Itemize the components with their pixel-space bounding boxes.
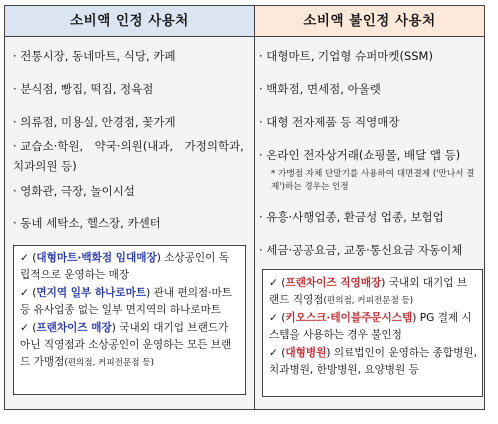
list-item: · 대형 전자제품 등 직영매장: [259, 115, 400, 129]
criteria-item: ✓ (대형병원) 의료법인이 운영하는 종합병원, 치과병원, 한방병원, 요양병원 등: [269, 347, 477, 376]
accepted-header: 소비액 인정 사용처: [5, 6, 254, 37]
criteria-item: ✓ (프랜차이즈 매장) 국내외 대기업 브랜드가 아닌 직영점과 소상공인이 운영하는 모든 브랜드 가맹점(편의점, 커피전문점 등): [20, 322, 232, 368]
highlight-text: 프랜차이즈 매장: [36, 322, 112, 334]
highlight-text: 대형병원: [285, 347, 327, 359]
check-icon: ✓: [269, 347, 278, 359]
criteria-item: ✓ (대형마트·백화점 임대매장) 소상공인이 독립적으로 운영하는 매장: [20, 252, 229, 281]
check-icon: ✓: [269, 277, 278, 289]
highlight-text: 면지역 일부 하나로마트: [36, 287, 147, 299]
list-item: · 유흥·사행업종, 환금성 업종, 보험업: [259, 210, 444, 224]
highlight-text: 키오스크·테이블주문시스템: [285, 312, 413, 324]
list-item: · 의류점, 미용실, 안경점, 꽃가게: [13, 115, 176, 129]
accepted-column: [5, 6, 255, 409]
comparison-table: [4, 5, 485, 410]
not-accepted-column: [255, 6, 484, 409]
note-text: * 가맹점 자체 단말기를 사용하여 대면결제 ('만나서 결제')하는 경우는 인정: [271, 169, 475, 192]
criteria-item: ✓ (키오스크·테이블주문시스템) PG 결제 시스템을 사용하는 경우 불인정: [269, 312, 472, 341]
check-icon: ✓: [20, 287, 29, 299]
check-icon: ✓: [269, 312, 278, 324]
not-accepted-criteria-box: [262, 269, 483, 397]
check-icon: ✓: [20, 252, 29, 264]
not-accepted-header: 소비액 불인정 사용처: [255, 6, 484, 37]
list-item: · 교습소·학원, 약국·의원(내과, 가정의학과, 치과의원 등): [13, 139, 244, 173]
criteria-item: ✓ (면지역 일부 하나로마트) 관내 편의점·마트 등 유사업종 없는 일부 면지역의 하나로마트: [20, 287, 232, 316]
highlight-text: 대형마트·백화점 임대매장: [36, 252, 157, 264]
list-item: · 세금·공공요금, 교통·통신요금 자동이체: [259, 243, 463, 257]
list-item: · 대형마트, 기업형 슈퍼마켓(SSM): [259, 49, 433, 63]
list-item: · 백화점, 면세점, 아울렛: [259, 82, 381, 96]
list-item: · 전통시장, 동네마트, 식당, 카페: [13, 49, 176, 63]
list-item: · 영화관, 극장, 놀이시설: [13, 184, 135, 198]
list-item: · 분식점, 빵집, 떡집, 정육점: [13, 82, 154, 96]
list-item: · 온라인 전자상거래(쇼핑몰, 배달 앱 등): [259, 148, 461, 162]
criteria-item: ✓ (프랜차이즈 직영매장) 국내외 대기업 브랜드 직영점(편의점, 커피전문점 등): [269, 277, 468, 306]
check-icon: ✓: [20, 322, 29, 334]
highlight-text: 프랜차이즈 직영매장: [285, 277, 382, 289]
accepted-criteria-box: [13, 245, 246, 395]
list-item: · 동네 세탁소, 헬스장, 카센터: [13, 216, 161, 230]
